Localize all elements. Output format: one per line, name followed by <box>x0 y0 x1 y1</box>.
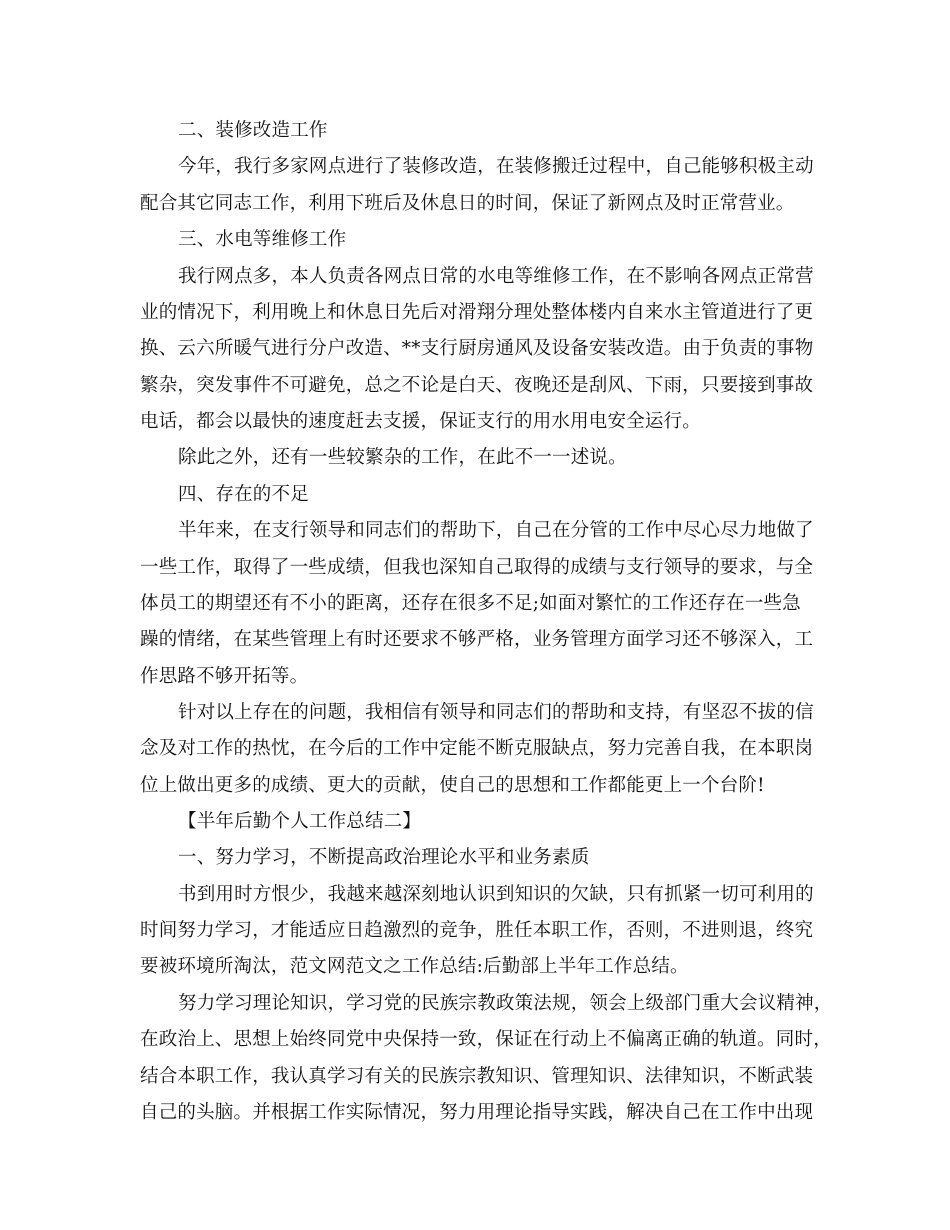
part-title: 【半年后勤个人工作总结二】 <box>178 811 422 832</box>
paragraph-line: 换、云六所暖气进行分户改造、**支行厨房通风及设备安装改造。由于负责的事物 <box>140 338 814 359</box>
paragraph-line: 除此之外，还有一些较繁杂的工作，在此不一一述说。 <box>178 447 627 468</box>
paragraph-line: 在政治上、思想上始终同党中央保持一致，保证在行动上不偏离正确的轨道。同时， <box>140 1029 832 1050</box>
paragraph-line: 要被环境所淘汰，范文网范文之工作总结:后勤部上半年工作总结。 <box>140 956 689 977</box>
paragraph-line: 业的情况下，利用晚上和休息日先后对滑翔分理处整体楼内自来水主管道进行了更 <box>140 302 814 323</box>
paragraph-line: 针对以上存在的问题，我相信有领导和同志们的帮助和支持，有坚忍不拔的信 <box>178 702 814 723</box>
paragraph-line: 体员工的期望还有不小的距离，还存在很多不足;如面对繁忙的工作还存在一些急 <box>140 593 801 614</box>
paragraph-line: 努力学习理论知识，学习党的民族宗教政策法规，领会上级部门重大会议精神， <box>178 993 833 1014</box>
paragraph-line: 一些工作，取得了一些成绩，但我也深知自己取得的成绩与支行领导的要求，与全 <box>140 557 814 578</box>
paragraph-line: 自己的头脑。并根据工作实际情况，努力用理论指导实践，解决自己在工作中出现 <box>140 1102 814 1123</box>
paragraph-line: 半年来，在支行领导和同志们的帮助下，自己在分管的工作中尽心尽力地做了 <box>178 520 814 541</box>
paragraph-line: 躁的情绪，在某些管理上有时还要求不够严格，业务管理方面学习还不够深入，工 <box>140 629 814 650</box>
paragraph-line: 配合其它同志工作，利用下班后及休息日的时间，保证了新网点及时正常营业。 <box>140 193 795 214</box>
paragraph-line: 书到用时方恨少，我越来越深刻地认识到知识的欠缺，只有抓紧一切可利用的 <box>178 884 814 905</box>
paragraph-line: 位上做出更多的成绩、更大的贡献，使自己的思想和工作都能更上一个台阶! <box>140 775 765 796</box>
section-heading-shortcomings: 四、存在的不足 <box>178 484 309 505</box>
paragraph-line: 作思路不够开拓等。 <box>140 666 309 687</box>
paragraph-line: 结合本职工作，我认真学习有关的民族宗教知识、管理知识、法律知识，不断武装 <box>140 1066 814 1087</box>
paragraph-line: 今年，我行多家网点进行了装修改造，在装修搬迁过程中，自己能够积极主动 <box>178 156 814 177</box>
section-heading-renovation: 二、装修改造工作 <box>178 120 328 141</box>
section-heading-maintenance: 三、水电等维修工作 <box>178 229 347 250</box>
paragraph-line: 电话，都会以最快的速度赶去支援，保证支行的用水用电安全运行。 <box>140 411 702 432</box>
paragraph-line: 我行网点多，本人负责各网点日常的水电等维修工作，在不影响各网点正常营 <box>178 266 814 287</box>
paragraph-line: 繁杂，突发事件不可避免，总之不论是白天、夜晚还是刮风、下雨，只要接到事故 <box>140 375 814 396</box>
paragraph-line: 时间努力学习，才能适应日趋激烈的竞争，胜任本职工作，否则，不进则退，终究 <box>140 920 814 941</box>
paragraph-line: 念及对工作的热忱，在今后的工作中定能不断克服缺点，努力完善自我，在本职岗 <box>140 738 814 759</box>
section-heading-study: 一、努力学习，不断提高政治理论水平和业务素质 <box>178 847 590 868</box>
